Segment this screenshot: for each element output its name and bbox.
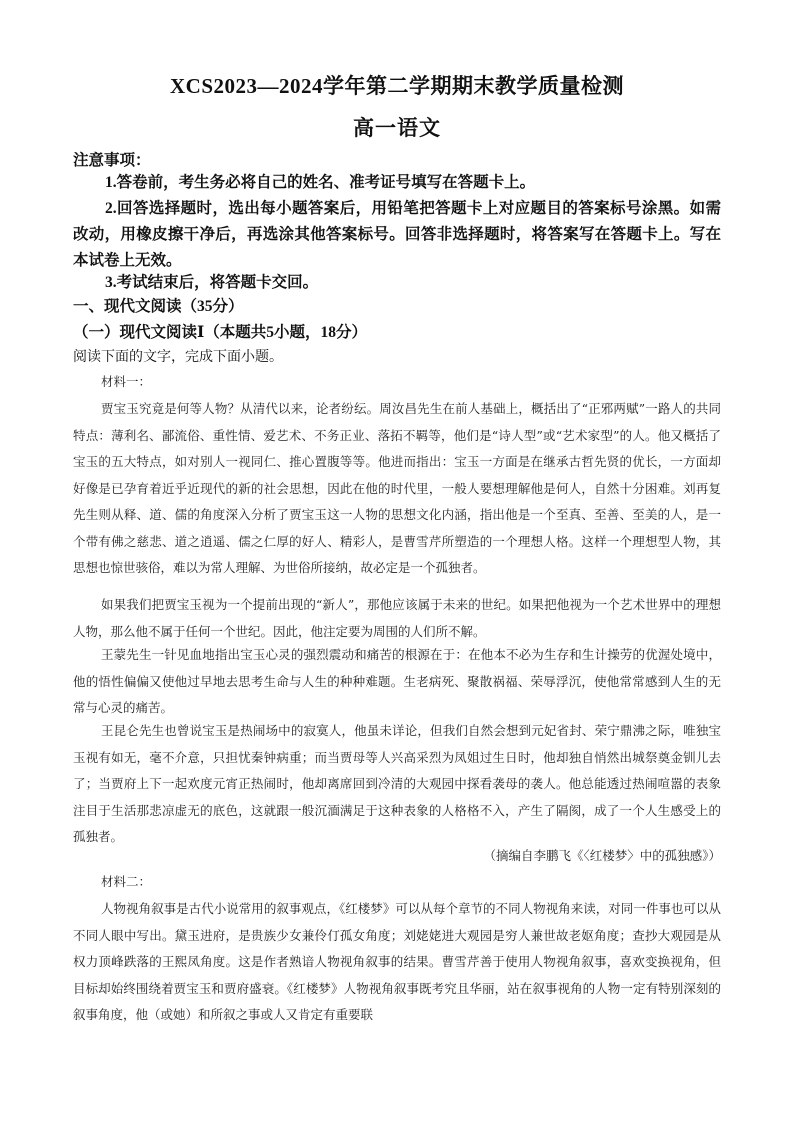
exam-title: XCS2023—2024学年第二学期期末教学质量检测 [169, 74, 624, 98]
material-1-label: 材料一： [101, 374, 152, 389]
material-2-paragraph: 人物视角叙事是古代小说常用的叙事观点，《红楼梦》可以从每个章节的不同人物视角来读，对同一件事也可以从不同人眼中写出。黛玉进府，是贵族少女兼伶仃孤女角度；刘姥姥进大观园是穷人兼世故老妪角度；查抄大观园是从权力顶峰跌落的王熙凤角度。这是作者熟谙人物视角叙事的结果。曹雪芹善于使用人物视角叙事，喜欢变换视角，但目标却始终围绕着贾宝玉和贾府盛衰。《红楼梦》人物视角叙事既考究且华丽，站在叙事视角的人物一定有特别深刻的叙事角度，他（或她）和所叙之事或人又肯定有重要联 [73, 901, 721, 1022]
material-1-paragraph: 如果我们把贾宝玉视为一个提前出现的“新人”，那他应该属于未来的世纪。如果把他视为一个艺术世界中的理想人物，那么他不属于任何一个世纪。因此，他注定要为周围的人们所不解。 [73, 597, 721, 639]
notice-item-2: 2.回答选择题时，选出每小题答案后，用铅笔把答题卡上对应题目的答案标号涂黑。如需改动，用橡皮擦干净后，再选涂其他答案标号。回答非选择题时，将答案写在答题卡上。写在本试卷上无效。 [73, 200, 721, 269]
material-1-paragraph: 王蒙先生一针见血地指出宝玉心灵的强烈震动和痛苦的根源在于：在他本不必为生存和生计操劳的优渥处境中，他的悟性偏偏又使他过早地去思考生命与人生的种种难题。生老病死、聚散祸福、荣辱浮沉，使他常常感到人生的无常与心灵的痛苦。 [73, 647, 721, 715]
notice-item-1: 1.答卷前，考生务必将自己的姓名、准考证号填写在答题卡上。 [105, 174, 536, 191]
material-1-paragraph: 王昆仑先生也曾说宝玉是热闹场中的寂寞人，他虽未详论，但我们自然会想到元妃省封、荣宁鼎沸之际，唯独宝玉视有如无，毫不介意，只担忧秦钟病重；而当贾母等人兴高采烈为凤姐过生日时，他却独自悄然出城祭奠金钏儿去了；当贾府上下一起欢度元宵正热闹时，他却离席回到冷清的大观园中探看袭母的袭人。他总能透过热闹喧嚣的表象注目于生活那悲凉虚无的底色，这就跟一般沉湎满足于这种表象的人格格不入，产生了隔阂，成了一个人生感受上的孤独者。 [73, 723, 721, 844]
subsection-heading: （一）现代文阅读Ⅰ（本题共5小题，18分） [73, 324, 368, 341]
section-heading: 一、现代文阅读（35分） [73, 298, 244, 315]
exam-subject: 高一语文 [353, 116, 441, 140]
notice-item-3: 3.考试结束后，将答题卡交回。 [105, 274, 319, 291]
reading-instruction: 阅读下面的文字，完成下面小题。 [73, 349, 283, 365]
notice-label: 注意事项： [73, 152, 151, 169]
material-2-label: 材料二： [101, 874, 152, 889]
material-1-paragraph: 贾宝玉究竟是何等人物？从清代以来，论者纷纭。周汝昌先生在前人基础上，概括出了“正邪两赋”一路人的共同特点：薄利名、鄙流俗、重性情、爱艺术、不务正业、落拓不羁等，他们是“诗人型”或“艺术家型”的人。他又概括了宝玉的五大特点，如对别人一视同仁、推心置腹等等。他进而指出：宝玉一方面是在继承古哲先贤的优长，一方面却好像是已孕育着近乎近现代的新的社会思想，因此在他的时代里，一般人要想理解他是何人，自然十分困难。刘再复先生则从释、道、儒的角度深入分析了贾宝玉这一人物的思想文化内涵，指出他是一个至真、至善、至美的人，是一个带有佛之慈悲、道之逍遥、儒之仁厚的好人、精彩人，是曹雪芹所塑造的一个理想人格。这样一个理想型人物，其思想也惊世骇俗，难以为常人理解、为世俗所接纳，故必定是一个孤独者。 [73, 401, 721, 575]
material-1-source: （摘编自李鹏飞《〈红楼梦〉中的孤独感》） [483, 848, 721, 863]
